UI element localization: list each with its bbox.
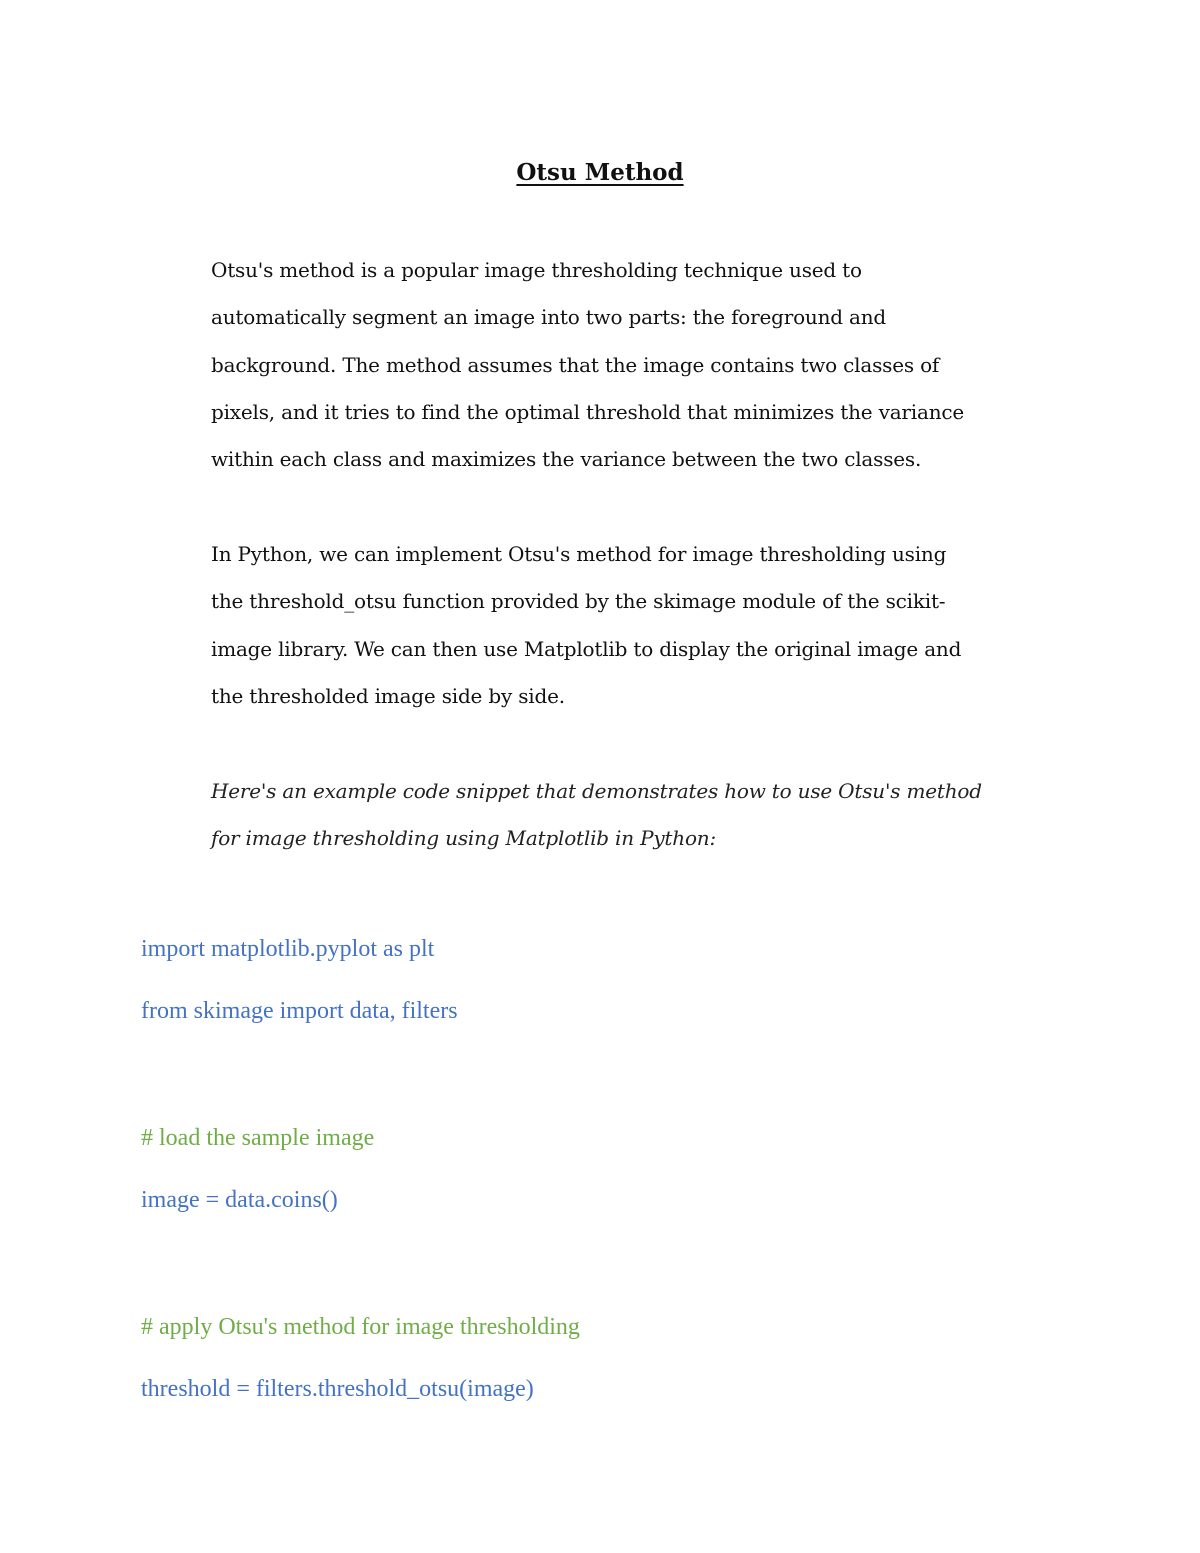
paragraph-line: within each class and maximizes the variance between the two classes. [211, 447, 922, 472]
paragraph-line: Here's an example code snippet that demonstrates how to use Otsu's method [211, 779, 982, 803]
code-from-line: from skimage import data, filters [141, 998, 458, 1024]
paragraph-line: background. The method assumes that the image contains two classes of [211, 352, 940, 377]
intro-paragraph [211, 247, 1071, 483]
code-import-line: import matplotlib.pyplot as plt [141, 936, 435, 962]
code-image-line: image = data.coins() [141, 1187, 338, 1213]
python-paragraph [211, 531, 1071, 720]
paragraph-line: the threshold_otsu function provided by the skimage module of the scikit- [211, 589, 946, 614]
paragraph-line: for image thresholding using Matplotlib in Python: [211, 826, 717, 851]
code-comment-load: # load the sample image [141, 1125, 375, 1151]
code-comment-apply: # apply Otsu's method for image thresholding [141, 1314, 580, 1340]
paragraph-line: automatically segment an image into two parts: the foreground and [211, 305, 887, 330]
paragraph-line: In Python, we can implement Otsu's method for image thresholding using [211, 542, 947, 566]
paragraph-line: Otsu's method is a popular image thresholding technique used to [211, 258, 862, 282]
document-title: Otsu Method [516, 159, 684, 187]
paragraph-line: the thresholded image side by side. [211, 683, 565, 708]
example-intro-paragraph [211, 768, 1071, 863]
code-threshold-line: threshold = filters.threshold_otsu(image) [141, 1376, 534, 1402]
paragraph-line: pixels, and it tries to find the optimal threshold that minimizes the variance [211, 399, 965, 424]
paragraph-line: image library. We can then use Matplotlib to display the original image and [211, 636, 962, 661]
